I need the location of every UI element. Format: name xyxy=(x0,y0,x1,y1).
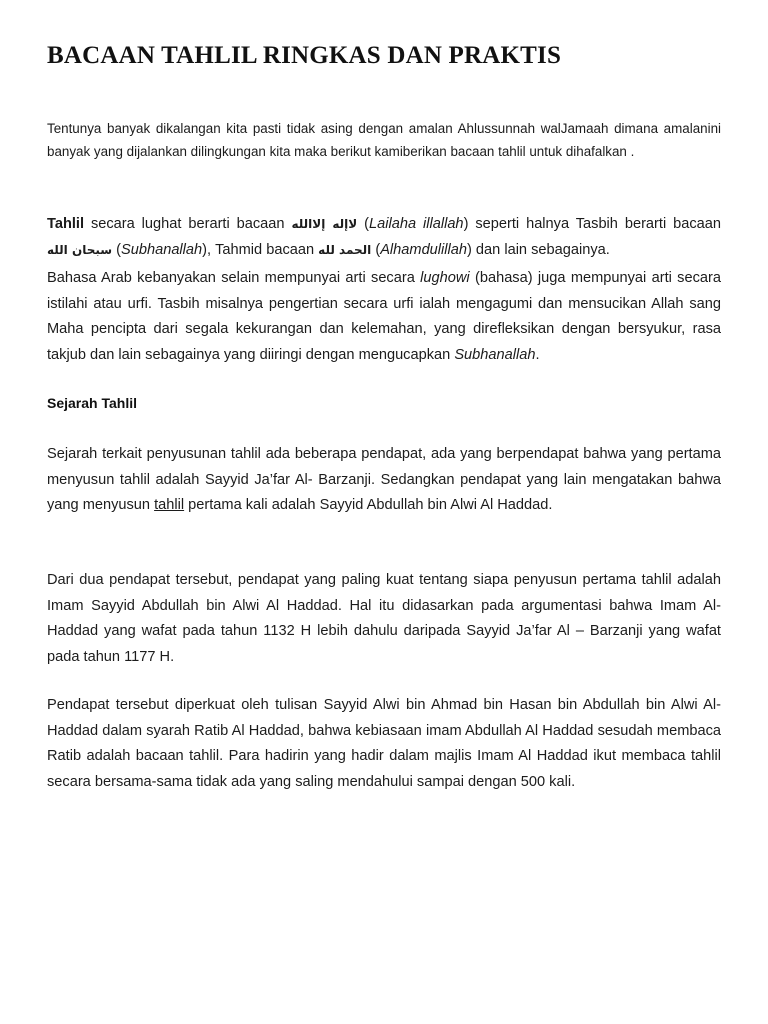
def-text-1: secara lughat berarti bacaan xyxy=(84,216,292,232)
sejarah1-text-1: Sejarah terkait penyusunan tahlil ada beberapa pendapat, ada yang berpendapat bahwa yang pertama menyusun tahlil adalah Sayyid Ja’far Al- Barzanji. Sedangkan pendapat yang lain mengatakan bahwa yang menyusun xyxy=(47,446,721,513)
section-heading-sejarah: Sejarah Tahlil xyxy=(47,395,137,411)
arabic-subhanallah: سبحان الله xyxy=(47,242,113,257)
def-text-2: ( xyxy=(357,216,369,232)
document-title: BACAAN TAHLIL RINGKAS DAN PRAKTIS xyxy=(47,42,562,69)
sejarah-paragraph-2: Dari dua pendapat tersebut, pendapat yang paling kuat tentang siapa penyusun pertama tahlil adalah Imam Sayyid Abdullah bin Alwi Al Haddad. Hal itu didasarkan pada argumentasi bahwa Imam Al- Haddad yang wafat pada tahun 1132 H lebih dahulu daripada Sayyid Ja’far Al – Barzanji yang wafat pada tahun 1177 H. xyxy=(47,572,721,665)
def-text-7: ) dan lain sebagainya. xyxy=(467,241,610,258)
term-lughowi: lughowi xyxy=(420,270,470,286)
intro-paragraph: Tentunya banyak dikalangan kita pasti tidak asing dengan amalan Ahlussunnah walJamaah dimana amalanini banyak yang dijalankan dilingkungan kita maka berikut kamiberikan bacaan tahlil untuk dihafalkan . xyxy=(47,121,721,159)
sejarah-paragraph-3: Pendapat tersebut diperkuat oleh tulisan Sayyid Alwi bin Ahmad bin Hasan bin Abdullah bin Alwi Al-Haddad dalam syarah Ratib Al Haddad, bahwa kebiasaan imam Abdullah Al Haddad sesudah membaca Ratib adalah bacaan tahlil. Para hadirin yang hadir dalam majlis Imam Al Haddad ikut membaca tahlil secara bersama-sama tidak ada yang saling mendahului sampai dengan 500 kali. xyxy=(47,697,721,790)
term-tahlil: Tahlil xyxy=(47,216,85,232)
def-text-5: ), Tahmid bacaan xyxy=(202,241,319,258)
def-text-4: ( xyxy=(112,241,121,258)
translit-lailaha: Lailaha illallah xyxy=(369,216,464,232)
translit-subhanallah: Subhanallah xyxy=(121,241,203,258)
sejarah1-text-2: pertama kali adalah Sayyid Abdullah bin Alwi Al Haddad. xyxy=(184,497,553,513)
def-text-6: ( xyxy=(371,241,381,258)
tahlil-link[interactable]: tahlil xyxy=(154,497,185,513)
urfi-text-2: (bahasa) juga mempunyai arti secara istilahi atau urfi. Tasbih misalnya pengertian secara urfi ialah mengagumi dan mensucikan Allah sang Maha pencipta dari segala kekurangan dan kelemahan, yang direfleksikan dengan bersyukur, rasa takjub dan lain sebagainya yang diiringi dengan mengucapkan xyxy=(47,270,721,363)
def-text-3: ) seperti halnya Tasbih berarti bacaan xyxy=(463,216,722,232)
translit-alhamdulillah: Alhamdulillah xyxy=(380,241,468,258)
urfi-text-3: . xyxy=(535,346,540,363)
urfi-text-1: Bahasa Arab kebanyakan selain mempunyai arti secara xyxy=(47,270,421,286)
arabic-tahlil: لاإله إلاالله xyxy=(291,217,358,231)
urfi-paragraph xyxy=(47,266,721,368)
definition-paragraph xyxy=(47,212,721,263)
arabic-alhamdulillah: الحمد لله xyxy=(318,242,372,257)
term-subhanallah: Subhanallah xyxy=(454,346,536,363)
sejarah-paragraph-1 xyxy=(47,442,721,519)
